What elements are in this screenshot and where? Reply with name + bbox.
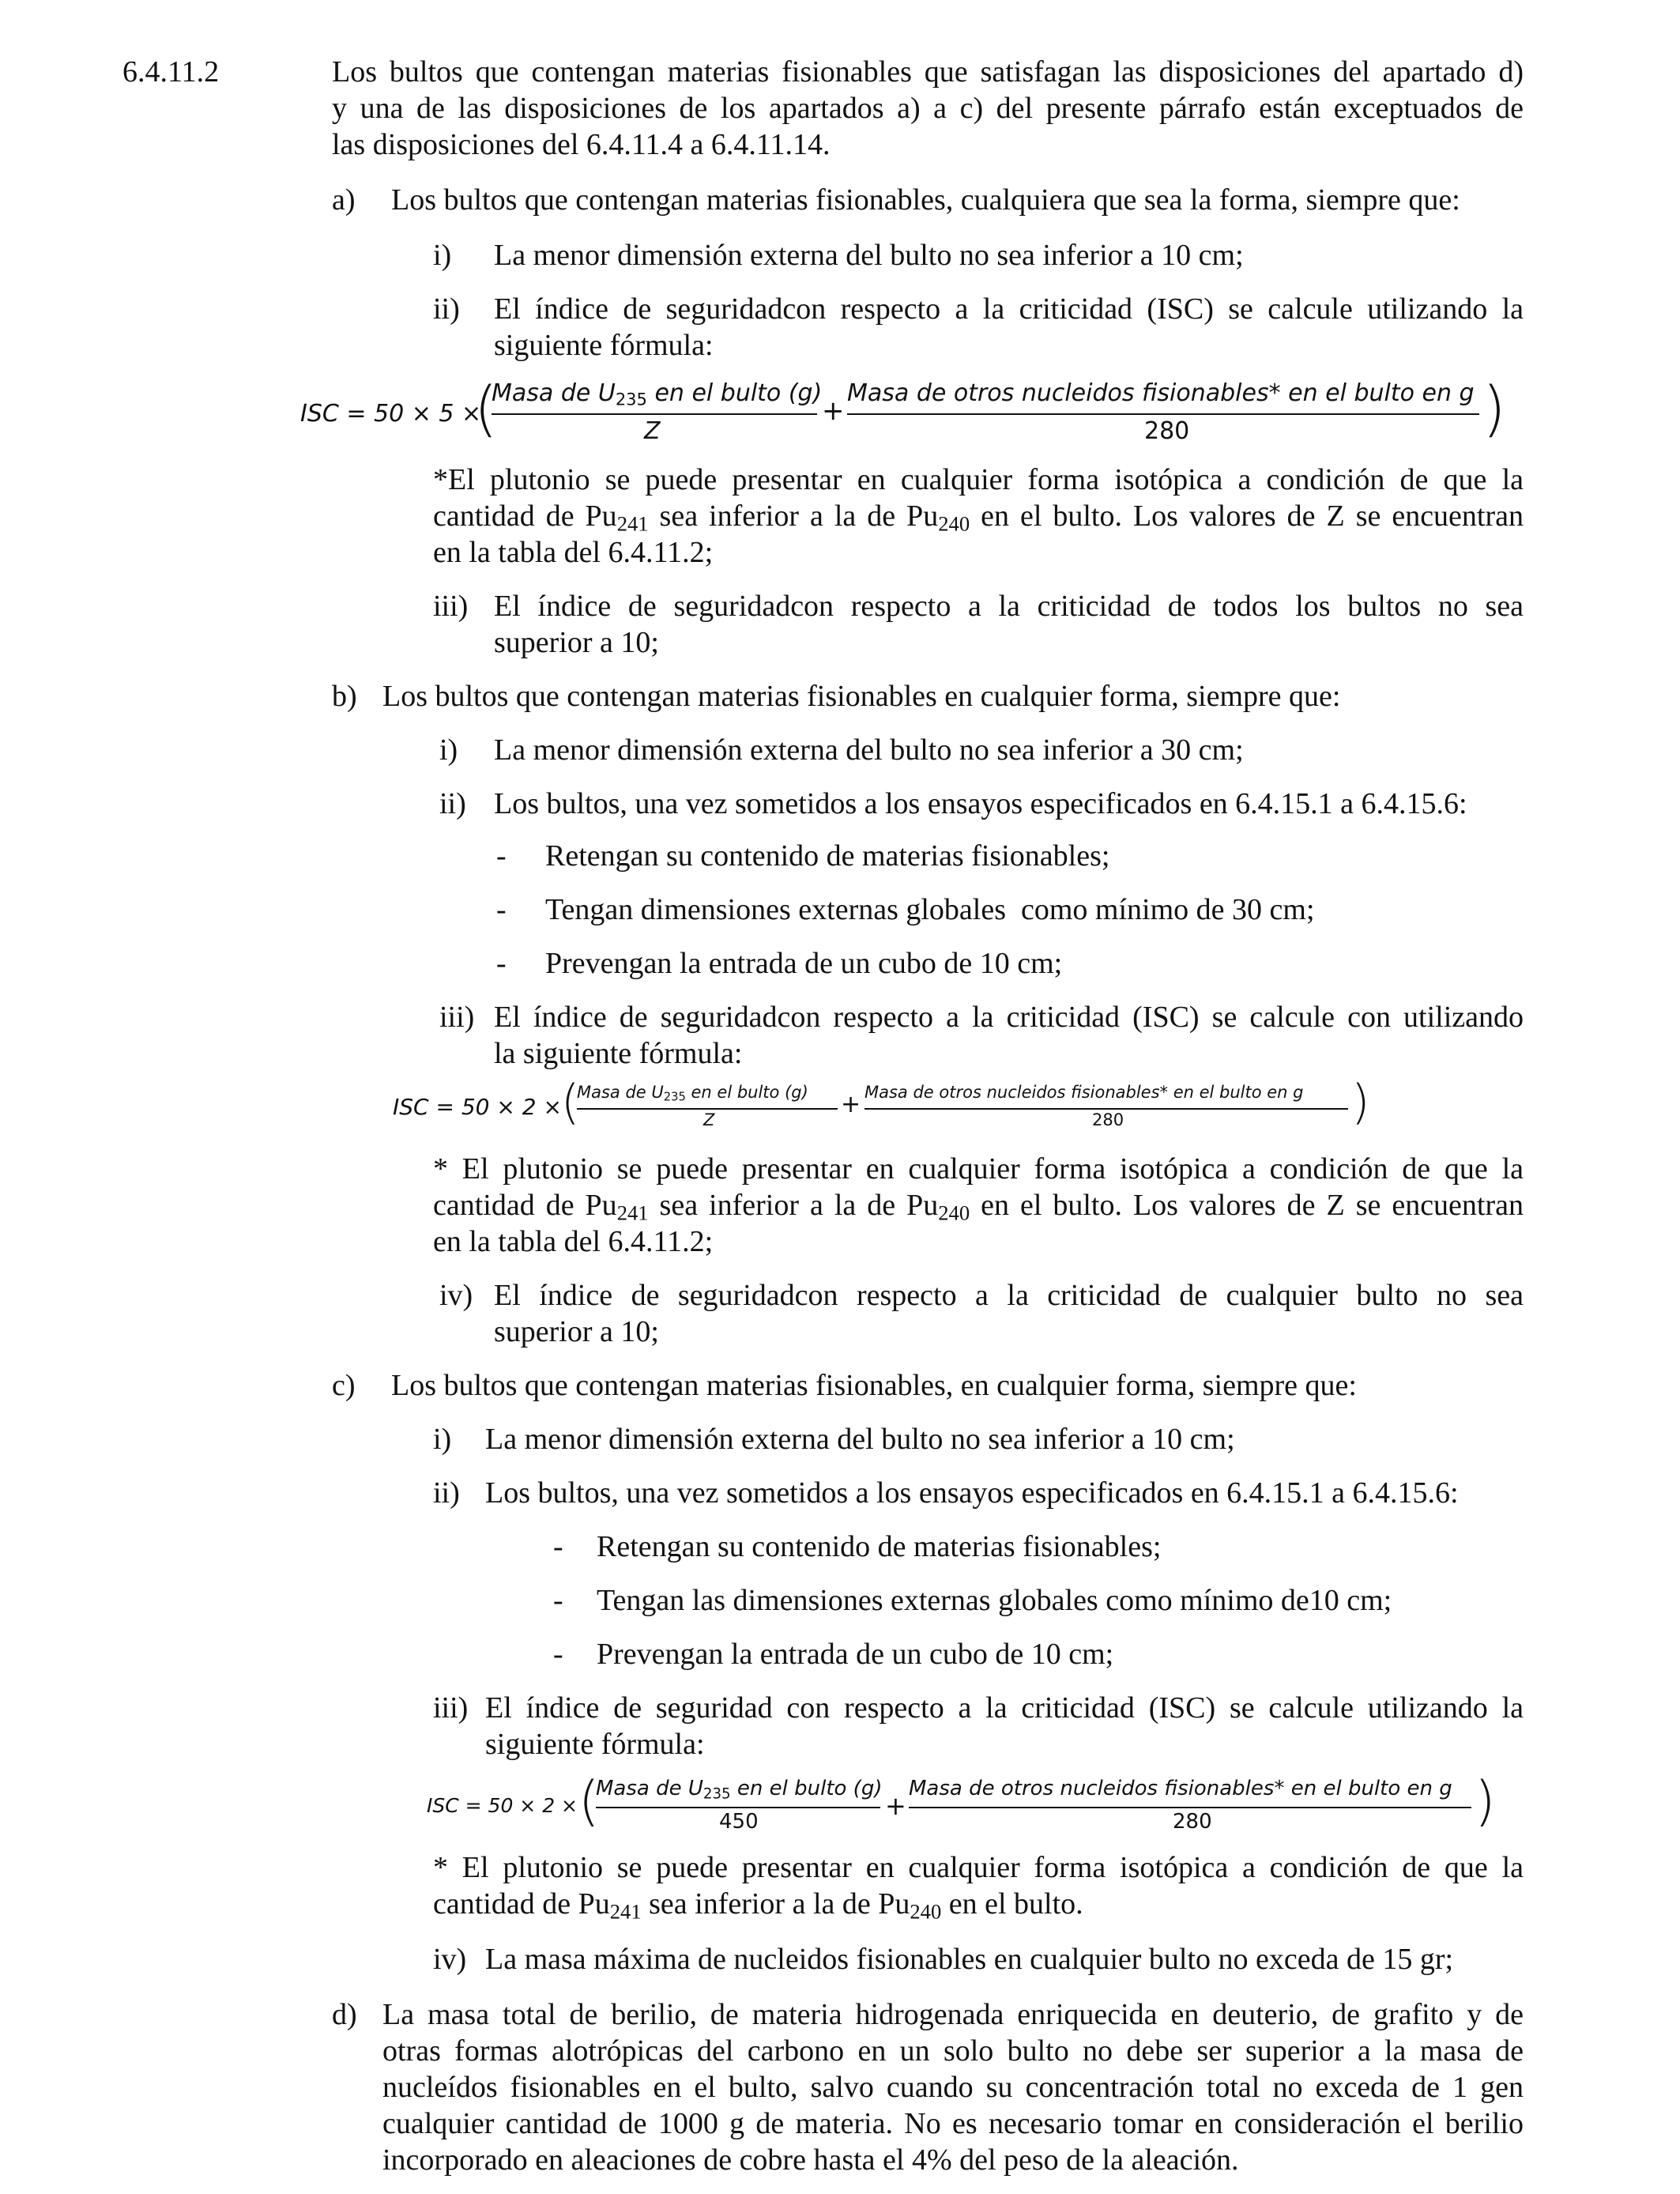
item-d-line-2: otras formas alotrópicas del carbono en un solo bulto no debe ser superior a la masa de <box>382 2034 1524 2068</box>
item-c-dash-3-text: Prevengan la entrada de un cubo de 10 cm; <box>597 1638 1114 1671</box>
formula-b-plus: + <box>841 1091 861 1118</box>
item-b-dash-3: - <box>496 947 507 980</box>
item-c-iv-label: iv) <box>433 1943 467 1976</box>
formula-a-fraction-bar-1 <box>492 413 817 415</box>
item-d-label: d) <box>332 1998 357 2031</box>
formula-a-lhs: ISC = 50 × 5 × <box>300 400 482 428</box>
formula-b-lhs: ISC = 50 × 2 × <box>393 1094 562 1120</box>
item-c-i-text: La menor dimensión externa del bulto no sea inferior a 10 cm; <box>485 1423 1235 1456</box>
item-b-i-text: La menor dimensión externa del bulto no sea inferior a 30 cm; <box>494 733 1244 767</box>
item-a-ii-label: ii) <box>433 292 460 326</box>
formula-a-den2: 280 <box>1144 417 1190 445</box>
item-c-i-label: i) <box>433 1423 452 1456</box>
item-c-dash-3: - <box>553 1638 563 1671</box>
item-b-i-label: i) <box>439 733 458 767</box>
item-d-line-4: cualquier cantidad de 1000 g de materia. No es necesario tomar en consideración el berilio <box>382 2107 1524 2140</box>
item-d-line-5: incorporado en aleaciones de cobre hasta el 4% del peso de la aleación. <box>382 2143 1239 2177</box>
item-a-text: Los bultos que contengan materias fisionables, cualquiera que sea la forma, siempre que: <box>391 183 1460 217</box>
formula-b-fraction-bar-1 <box>577 1108 838 1110</box>
formula-b-num2: Masa de otros nucleidos fisionables* en el bulto en g <box>864 1083 1304 1102</box>
item-b-iii-line-1: El índice de seguridadcon respecto a la criticidad (ISC) se calcule con utilizando <box>494 1001 1524 1034</box>
item-c-iii-line-1: El índice de seguridad con respecto a la criticidad (ISC) se calcule utilizando la <box>485 1691 1524 1725</box>
formula-a-num1: Masa de $U_{235}$ en el bulto (g) <box>492 379 823 409</box>
item-b-dash-2-text: Tengan dimensiones externas globales como mínimo de 30 cm; <box>545 893 1315 926</box>
section-number: 6.4.11.2 <box>122 55 220 89</box>
item-c-dash-1: - <box>553 1530 563 1563</box>
item-c-label: c) <box>332 1369 356 1402</box>
item-a-label: a) <box>332 183 356 217</box>
item-b-dash-3-text: Prevengan la entrada de un cubo de 10 cm; <box>545 947 1063 980</box>
item-c-note-line-1: * El plutonio se puede presentar en cualquier forma isotópica a condición de que la <box>433 1851 1524 1884</box>
item-a-iii-line-2: superior a 10; <box>494 626 659 659</box>
item-c-ii-text: Los bultos, una vez sometidos a los ensayos especificados en 6.4.15.1 a 6.4.15.6: <box>485 1476 1459 1510</box>
formula-c-num2: Masa de otros nucleidos fisionables* en el bulto en g <box>909 1777 1452 1800</box>
formula-c-lhs: ISC = 50 × 2 × <box>427 1794 578 1817</box>
item-b-iii-line-2: la siguiente fórmula: <box>494 1037 743 1070</box>
formula-a-open-paren: ( <box>474 373 498 443</box>
item-b-dash-1: - <box>496 839 507 873</box>
formula-c-close-paren: ) <box>1475 1770 1496 1833</box>
item-b-iv-line-2: superior a 10; <box>494 1315 659 1348</box>
item-c-dash-1-text: Retengan su contenido de materias fisionables; <box>597 1530 1162 1563</box>
formula-c-open-paren: ( <box>578 1770 600 1833</box>
item-c-dash-2: - <box>553 1584 563 1617</box>
item-b-iii-label: iii) <box>439 1001 475 1034</box>
item-b-text: Los bultos que contengan materias fisionables en cualquier forma, siempre que: <box>382 680 1341 713</box>
item-b-note-line-3: en la tabla del 6.4.11.2; <box>433 1225 714 1258</box>
item-a-note-line-1: *El plutonio se puede presentar en cualquier forma isotópica a condición de que la <box>433 463 1524 496</box>
formula-b-den2: 280 <box>1092 1110 1124 1129</box>
item-c-iii-line-2: siguiente fórmula: <box>485 1728 705 1761</box>
intro-line-3: las disposiciones del 6.4.11.4 a 6.4.11.14. <box>332 128 831 161</box>
formula-a-plus: + <box>822 395 845 427</box>
item-c-dash-2-text: Tengan las dimensiones externas globales como mínimo de10 cm; <box>597 1584 1392 1617</box>
formula-c-num1: Masa de $U_{235}$ en el bulto (g) <box>596 1777 883 1803</box>
item-a-i-label: i) <box>433 239 452 272</box>
item-c-iii-label: iii) <box>433 1691 469 1725</box>
item-b-iv-line-1: El índice de seguridadcon respecto a la criticidad de cualquier bulto no sea <box>494 1279 1524 1312</box>
formula-b-close-paren: ) <box>1351 1075 1370 1130</box>
item-c-text: Los bultos que contengan materias fisionables, en cualquier forma, siempre que: <box>391 1369 1357 1402</box>
formula-b-open-paren: ( <box>561 1075 580 1130</box>
formula-a-num2: Masa de otros nucleidos fisionables* en el bulto en g <box>847 379 1475 407</box>
item-b-label: b) <box>332 680 357 713</box>
item-a-note-line-3: en la tabla del 6.4.11.2; <box>433 536 714 569</box>
item-c-note-line-2: cantidad de $Pu_{241}$ sea inferior a la de $Pu_{240}$ en el bulto. <box>433 1887 1083 1924</box>
item-a-ii-line-2: siguiente fórmula: <box>494 329 714 362</box>
item-a-note-line-2: cantidad de $Pu_{241}$ sea inferior a la de $Pu_{240}$ en el bulto. Los valores de Z se encuentran <box>433 499 1524 536</box>
item-b-note-line-1: * El plutonio se puede presentar en cualquier forma isotópica a condición de que la <box>433 1152 1524 1186</box>
formula-c-fraction-bar-2 <box>909 1807 1471 1808</box>
item-a-iii-label: iii) <box>433 590 469 623</box>
intro-line-1: Los bultos que contengan materias fisionables que satisfagan las disposiciones del apartado d) <box>332 55 1524 89</box>
item-c-ii-label: ii) <box>433 1476 460 1510</box>
formula-a-fraction-bar-2 <box>847 413 1479 415</box>
formula-b-num1: Masa de $U_{235}$ en el bulto (g) <box>577 1083 808 1104</box>
item-a-iii-line-1: El índice de seguridadcon respecto a la criticidad de todos los bultos no sea <box>494 590 1524 623</box>
formula-c-fraction-bar-1 <box>596 1807 880 1808</box>
item-b-dash-1-text: Retengan su contenido de materias fisionables; <box>545 839 1110 873</box>
item-b-iv-label: iv) <box>439 1279 473 1312</box>
formula-c-den1: 450 <box>719 1810 759 1834</box>
intro-line-2: y una de las disposiciones de los apartados a) a c) del presente párrafo están exceptuados de <box>332 92 1524 125</box>
item-d-line-3: nucleídos fisionables en el bulto, salvo cuando su concentración total no exceda de 1 gen <box>382 2071 1524 2104</box>
formula-c-den2: 280 <box>1173 1810 1212 1834</box>
item-a-ii-line-1: El índice de seguridadcon respecto a la criticidad (ISC) se calcule utilizando la <box>494 292 1524 326</box>
formula-c-plus: + <box>885 1791 906 1821</box>
item-d-line-1: La masa total de berilio, de materia hidrogenada enriquecida en deuterio, de grafito y de <box>382 1998 1524 2031</box>
item-c-iv-text: La masa máxima de nucleidos fisionables en cualquier bulto no exceda de 15 gr; <box>485 1943 1454 1976</box>
formula-b-fraction-bar-2 <box>864 1108 1348 1110</box>
formula-a-den1: Z <box>644 417 661 445</box>
item-b-ii-text: Los bultos, una vez sometidos a los ensayos especificados en 6.4.15.1 a 6.4.15.6: <box>494 787 1467 820</box>
formula-b-den1: Z <box>703 1110 715 1129</box>
item-b-dash-2: - <box>496 893 507 926</box>
item-a-i-text: La menor dimensión externa del bulto no sea inferior a 10 cm; <box>494 239 1244 272</box>
item-b-ii-label: ii) <box>439 787 466 820</box>
item-b-note-line-2: cantidad de $Pu_{241}$ sea inferior a la de $Pu_{240}$ en el bulto. Los valores de Z se encuentran <box>433 1189 1524 1225</box>
formula-a-close-paren: ) <box>1482 373 1506 443</box>
